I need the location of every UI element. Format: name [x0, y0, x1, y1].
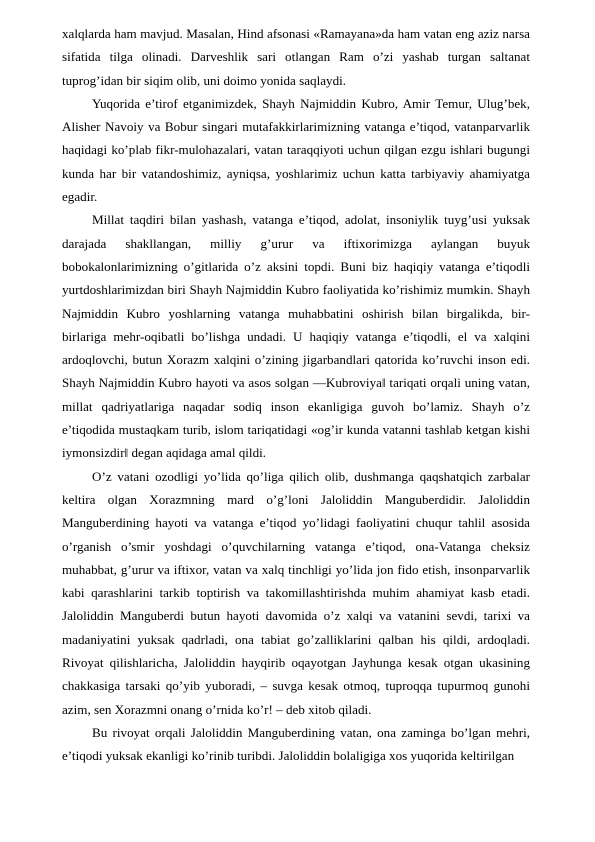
paragraph-thinkers: Yuqorida e’tirof etganimizdek, Shayh Najmiddin Kubro, Amir Temur, Ulug’bek, Alisher Navoiy va Bobur singari mutafakkirlarimizning vatanga e’tiqod, vatanparvarlik haqidagi ko’plab fikr-mulohazalari, vatan taraqqiyoti uchun qilgan ezgu ishlari bugungi kunda har bir vatandoshimiz, ayniqsa, yoshlarimiz uchun katta tarbiyaviy ahamiyatga egadir. [62, 95, 530, 205]
document-page [62, 22, 530, 768]
paragraph-legend: Bu rivoyat orqali Jaloliddin Manguberdining vatan, ona zaminga bo’lgan mehri, e’tiqodi yuksak ekanligi ko’rinib turibdi. Jaloliddin bolaligiga xos yuqorida keltirilgan [62, 724, 530, 764]
paragraph-ramayana: xalqlarda ham mavjud. Masalan, Hind afsonasi «Ramayana»da ham vatan eng aziz narsa sifatida tilga olinadi. Darveshlik sari otlangan Ram o’zi yashab turgan saltanat tuprog’idan bir siqim olib, uni doimo yonida saqlaydi. [62, 26, 530, 88]
paragraph-jaloliddin: O’z vatani ozodligi yo’lida qo’liga qilich olib, dushmanga qaqshatqich zarbalar keltira olgan Xorazmning mard o’g’loni Jaloliddin Manguberdidir. Jaloliddin Manguberdining hayoti va vatanga e’tiqod yo’lidagi faoliyatini chuqur tahlil asosida o’rganish o’smir yoshdagi o’quvchilarning vatanga e’tiqod, ona-Vatanga cheksiz muhabbat, g’urur va iftixor, vatan va xalq tinchligi yo’lida jon fido etish, insonparvarlik kabi qarashlarini tarkib toptirish va takomillashtirishda muhim ahamiyat kasb etadi. Jaloliddin Manguberdi butun hayoti davomida o’z xalqi va vatanini sevdi, tarixi va madaniyatini yuksak qadrladi, ona tabiat go’zalliklarini qalban his qildi, ardoqladi. Rivoyat qilishlaricha, Jaloliddin hayqirib oqayotgan Jayhunga kesak otgan ukasining chakkasiga tarsaki qo’yib yuboradi, – suvga kesak otmoq, tuproqqa tupurmoq gunohi azim, sen Xorazmni onang o’rnida ko’r! – deb xitob qiladi. [62, 468, 530, 717]
paragraph-najmiddin-kubro: Millat taqdiri bilan yashash, vatanga e’tiqod, adolat, insoniylik tuyg’usi yuksak darajada shakllangan, milliy g’urur va iftixorimizga aylangan buyuk bobokalonlarimizning o’gitlarida o’z aksini topdi. Buni biz haqiqiy vatanga e’tiqodli yurtdoshlarimizdan biri Shayh Najmiddin Kubro faoliyatida ko’rishimiz mumkin. Shayh Najmiddin Kubro yoshlarning vatanga muhabbatini oshirish bilan birgalikda, bir-birlariga mehr-oqibatli bo’lishga undadi. U haqiqiy vatanga e’tiqodli, el va xalqini ardoqlovchi, butun Xorazm xalqini o’zining jigarbandlari qatorida ko’ruvchi inson edi. Shayh Najmiddin Kubro hayoti va asos solgan ―Kubroviya‖ tariqati orqali uning vatan, millat qadriyatlariga naqadar sodiq inson ekanligiga guvoh bo’lamiz. Shayh o’z e’tiqodida mustaqkam turib, islom tariqatidagi «og’ir kunda vatanni tashlab ketgan kishi iymonsizdir‖ degan aqidaga amal qildi. [62, 212, 530, 461]
